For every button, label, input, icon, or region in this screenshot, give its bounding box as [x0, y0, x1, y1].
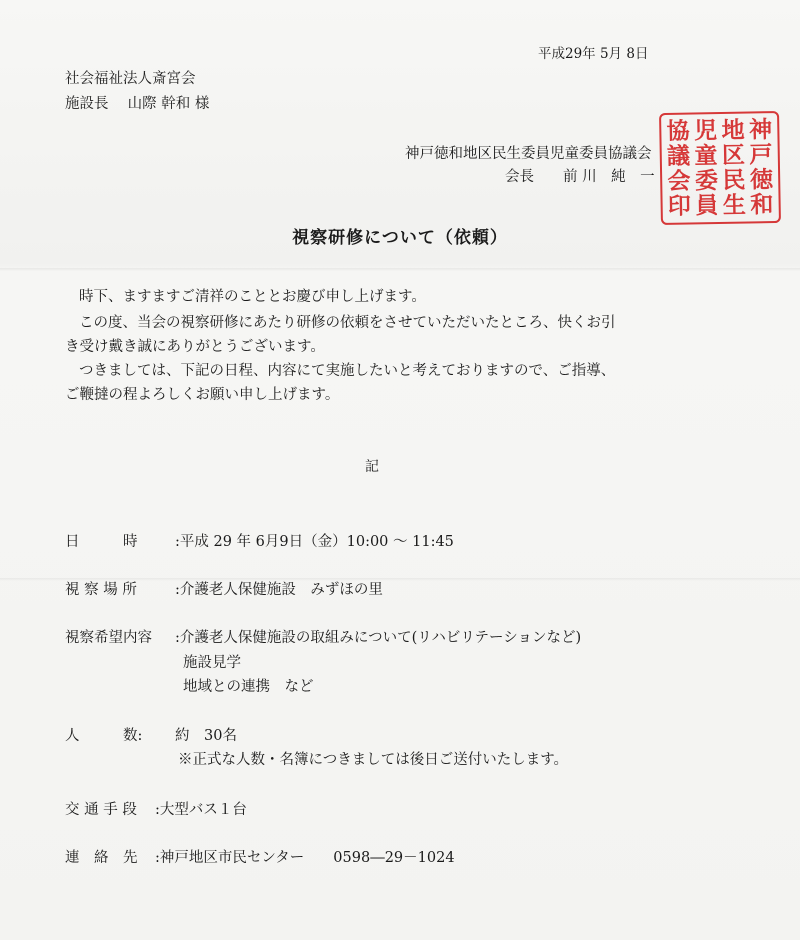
seal-char: 地 — [721, 116, 745, 144]
ki-heading: 記 — [365, 459, 379, 475]
sender-organization: 神戸徳和地区民生委員児童委員協議会 — [405, 146, 652, 162]
detail-value-datetime: :平成 29 年 6月9日（金）10:00 ～ 11:45 — [175, 534, 454, 550]
seal-char: 児 — [693, 117, 718, 145]
seal-char: 和 — [750, 191, 774, 219]
seal-char: 会 — [667, 167, 691, 195]
seal-char: 区 — [721, 141, 746, 169]
seal-char: 議 — [666, 142, 691, 170]
detail-value-count: 約 30名 — [175, 728, 237, 744]
detail-label-datetime: 日 時 — [65, 534, 138, 550]
detail-value-topics: :介護老人保健施設の取組みについて(リハビリテーションなど) — [175, 630, 582, 646]
detail-sub-topic: 地域との連携 など — [183, 679, 314, 695]
seal-char: 戸 — [749, 141, 773, 169]
detail-sub-topic: 施設見学 — [183, 655, 241, 671]
seal-char: 員 — [695, 192, 719, 220]
body-line: ご鞭撻の程よろしくお願い申し上げます。 — [65, 387, 340, 403]
paper-fold-line — [0, 578, 800, 581]
seal-char: 協 — [666, 117, 690, 145]
detail-label-place: 視 察 場 所 — [65, 582, 137, 598]
detail-value-transport: :大型バス１台 — [155, 802, 247, 818]
detail-note-count: ※正式な人数・名簿につきましては後日ご送付いたします。 — [178, 752, 569, 768]
detail-label-count: 人 数: — [65, 728, 143, 744]
seal-char: 委 — [694, 167, 719, 195]
body-line: き受け戴き誠にありがとうございます。 — [65, 339, 325, 355]
official-seal-stamp — [659, 111, 781, 225]
seal-char: 民 — [722, 166, 746, 194]
body-line: 時下、ますますご清祥のこととお慶び申し上げます。 — [79, 289, 426, 305]
sender-name: 会長 前 川 純 一 — [505, 169, 655, 185]
seal-char: 神 — [748, 116, 773, 144]
detail-label-contact: 連 絡 先 — [65, 850, 138, 866]
seal-char: 印 — [667, 192, 692, 220]
detail-value-place: :介護老人保健施設 みずほの里 — [175, 582, 383, 598]
seal-char: 生 — [722, 191, 747, 219]
seal-char: 童 — [694, 142, 718, 170]
body-line: つきましては、下記の日程、内容にて実施したいと考えておりますので、ご指導、 — [79, 363, 616, 379]
recipient-organization: 社会福祉法人斎宮会 — [65, 71, 196, 87]
recipient-name: 施設長 山際 幹和 様 — [65, 96, 210, 112]
letter-date: 平成29年 5月 8日 — [538, 46, 649, 62]
letter-title: 視察研修について（依頼） — [292, 228, 508, 248]
detail-value-contact: :神戸地区市民センター 0598―29－1024 — [155, 850, 455, 866]
body-line: この度、当会の視察研修にあたり研修の依頼をさせていただいたところ、快くお引 — [79, 315, 616, 331]
paper-fold-line — [0, 268, 800, 271]
detail-label-topics: 視察希望内容 — [65, 630, 152, 646]
seal-char: 徳 — [749, 166, 774, 194]
detail-label-transport: 交 通 手 段 — [65, 802, 137, 818]
